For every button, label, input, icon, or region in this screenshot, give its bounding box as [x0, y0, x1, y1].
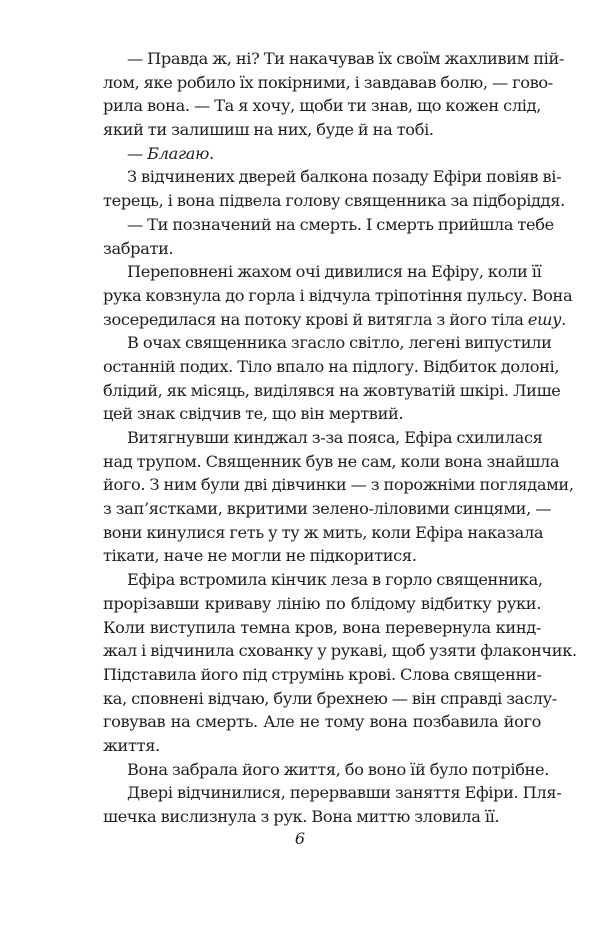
text-line: Вона забрала його життя, бо воно їй було потрібне. [127, 759, 550, 779]
period: . [208, 143, 214, 163]
text-line: лом, яке робило їх покірними, і завдавав болю, — гово- [103, 72, 553, 92]
text-line: жал і відчинила схованку у рукаві, щоб узяти флакончик. [103, 641, 577, 661]
text-line: цей знак свідчив те, що він мертвий. [103, 404, 404, 424]
text-line: говував на смерть. Але не тому вона позбавила його [103, 712, 541, 732]
text-line: блідий, як місяць, виділявся на жовтуватій шкірі. Лише [103, 380, 561, 400]
text-line: Витягнувши кинджал з-за пояса, Ефіра схилилася [127, 428, 543, 447]
page-number: 6 [294, 829, 306, 848]
text-line: терець, і вона підвела голову священника за підборіддя. [103, 191, 565, 211]
text-line: ка, сповнені відчаю, були брехнею — він справді заслу- [103, 688, 557, 708]
text-line: В очах священника згасло світло, легені випустили [127, 333, 552, 353]
text-line: З відчинених дверей балкона позаду Ефіри повіяв ві- [127, 167, 562, 187]
text-line: забрати. [103, 238, 174, 258]
text-line: останній подих. Тіло впало на підлогу. Відбиток долоні, [103, 356, 560, 376]
text-line: його. З ним були дві дівчинки — з порожніми поглядами, [103, 475, 574, 495]
text-line: Двері відчинилися, перервавши заняття Ефіри. Пля- [127, 783, 562, 803]
text-line: Переповнені жахом очі дивилися на Ефіру, коли її [127, 262, 542, 282]
text-line: з зап’ястками, вкритими зелено-ліловими синцями, — [103, 499, 552, 519]
text-line: Підставила його під струмінь крові. Слова священни- [103, 664, 542, 684]
text-segment: зосередилася на потоку крові й витягла з його тіла [103, 309, 528, 329]
text-line: шечка вислизнула з рук. Вона миттю зловила її. [103, 807, 500, 826]
text-line [103, 142, 541, 166]
italic-word: Благаю [147, 143, 209, 163]
dash: — [127, 143, 148, 163]
text-line: рука ковзнула до горла і відчула тріпотіння пульсу. Вона [103, 285, 573, 305]
text-line: рила вона. — Та я хочу, щоби ти знав, що кожен слід, [103, 96, 541, 116]
text-line: який ти залишиш на них, буде й на тобі. [103, 120, 434, 140]
italic-word: ешу [527, 309, 562, 329]
body-text [103, 47, 577, 829]
text-line: над трупом. Священник був не сам, коли вона знайшла [103, 451, 560, 471]
text-line: вони кинулися геть у ту ж мить, коли Ефіра наказала [103, 522, 544, 542]
text-line: — Ти позначений на смерть. І смерть прийшла тебе [127, 214, 554, 234]
text-line: Коли виступила темна кров, вона перевернула кинд- [103, 617, 541, 637]
text-line: життя. [103, 735, 160, 755]
text-line [103, 308, 566, 332]
text-line: — Правда ж, ні? Ти накачував їх своїм жахливим пій- [127, 49, 565, 68]
text-line: Ефіра встромила кінчик леза в горло священника, [127, 570, 543, 590]
text-line: тікати, наче не могли не підкоритися. [103, 546, 417, 566]
text-line: прорізавши криваву лінію по блідому відбитку руки. [103, 593, 541, 613]
period: . [561, 309, 566, 329]
